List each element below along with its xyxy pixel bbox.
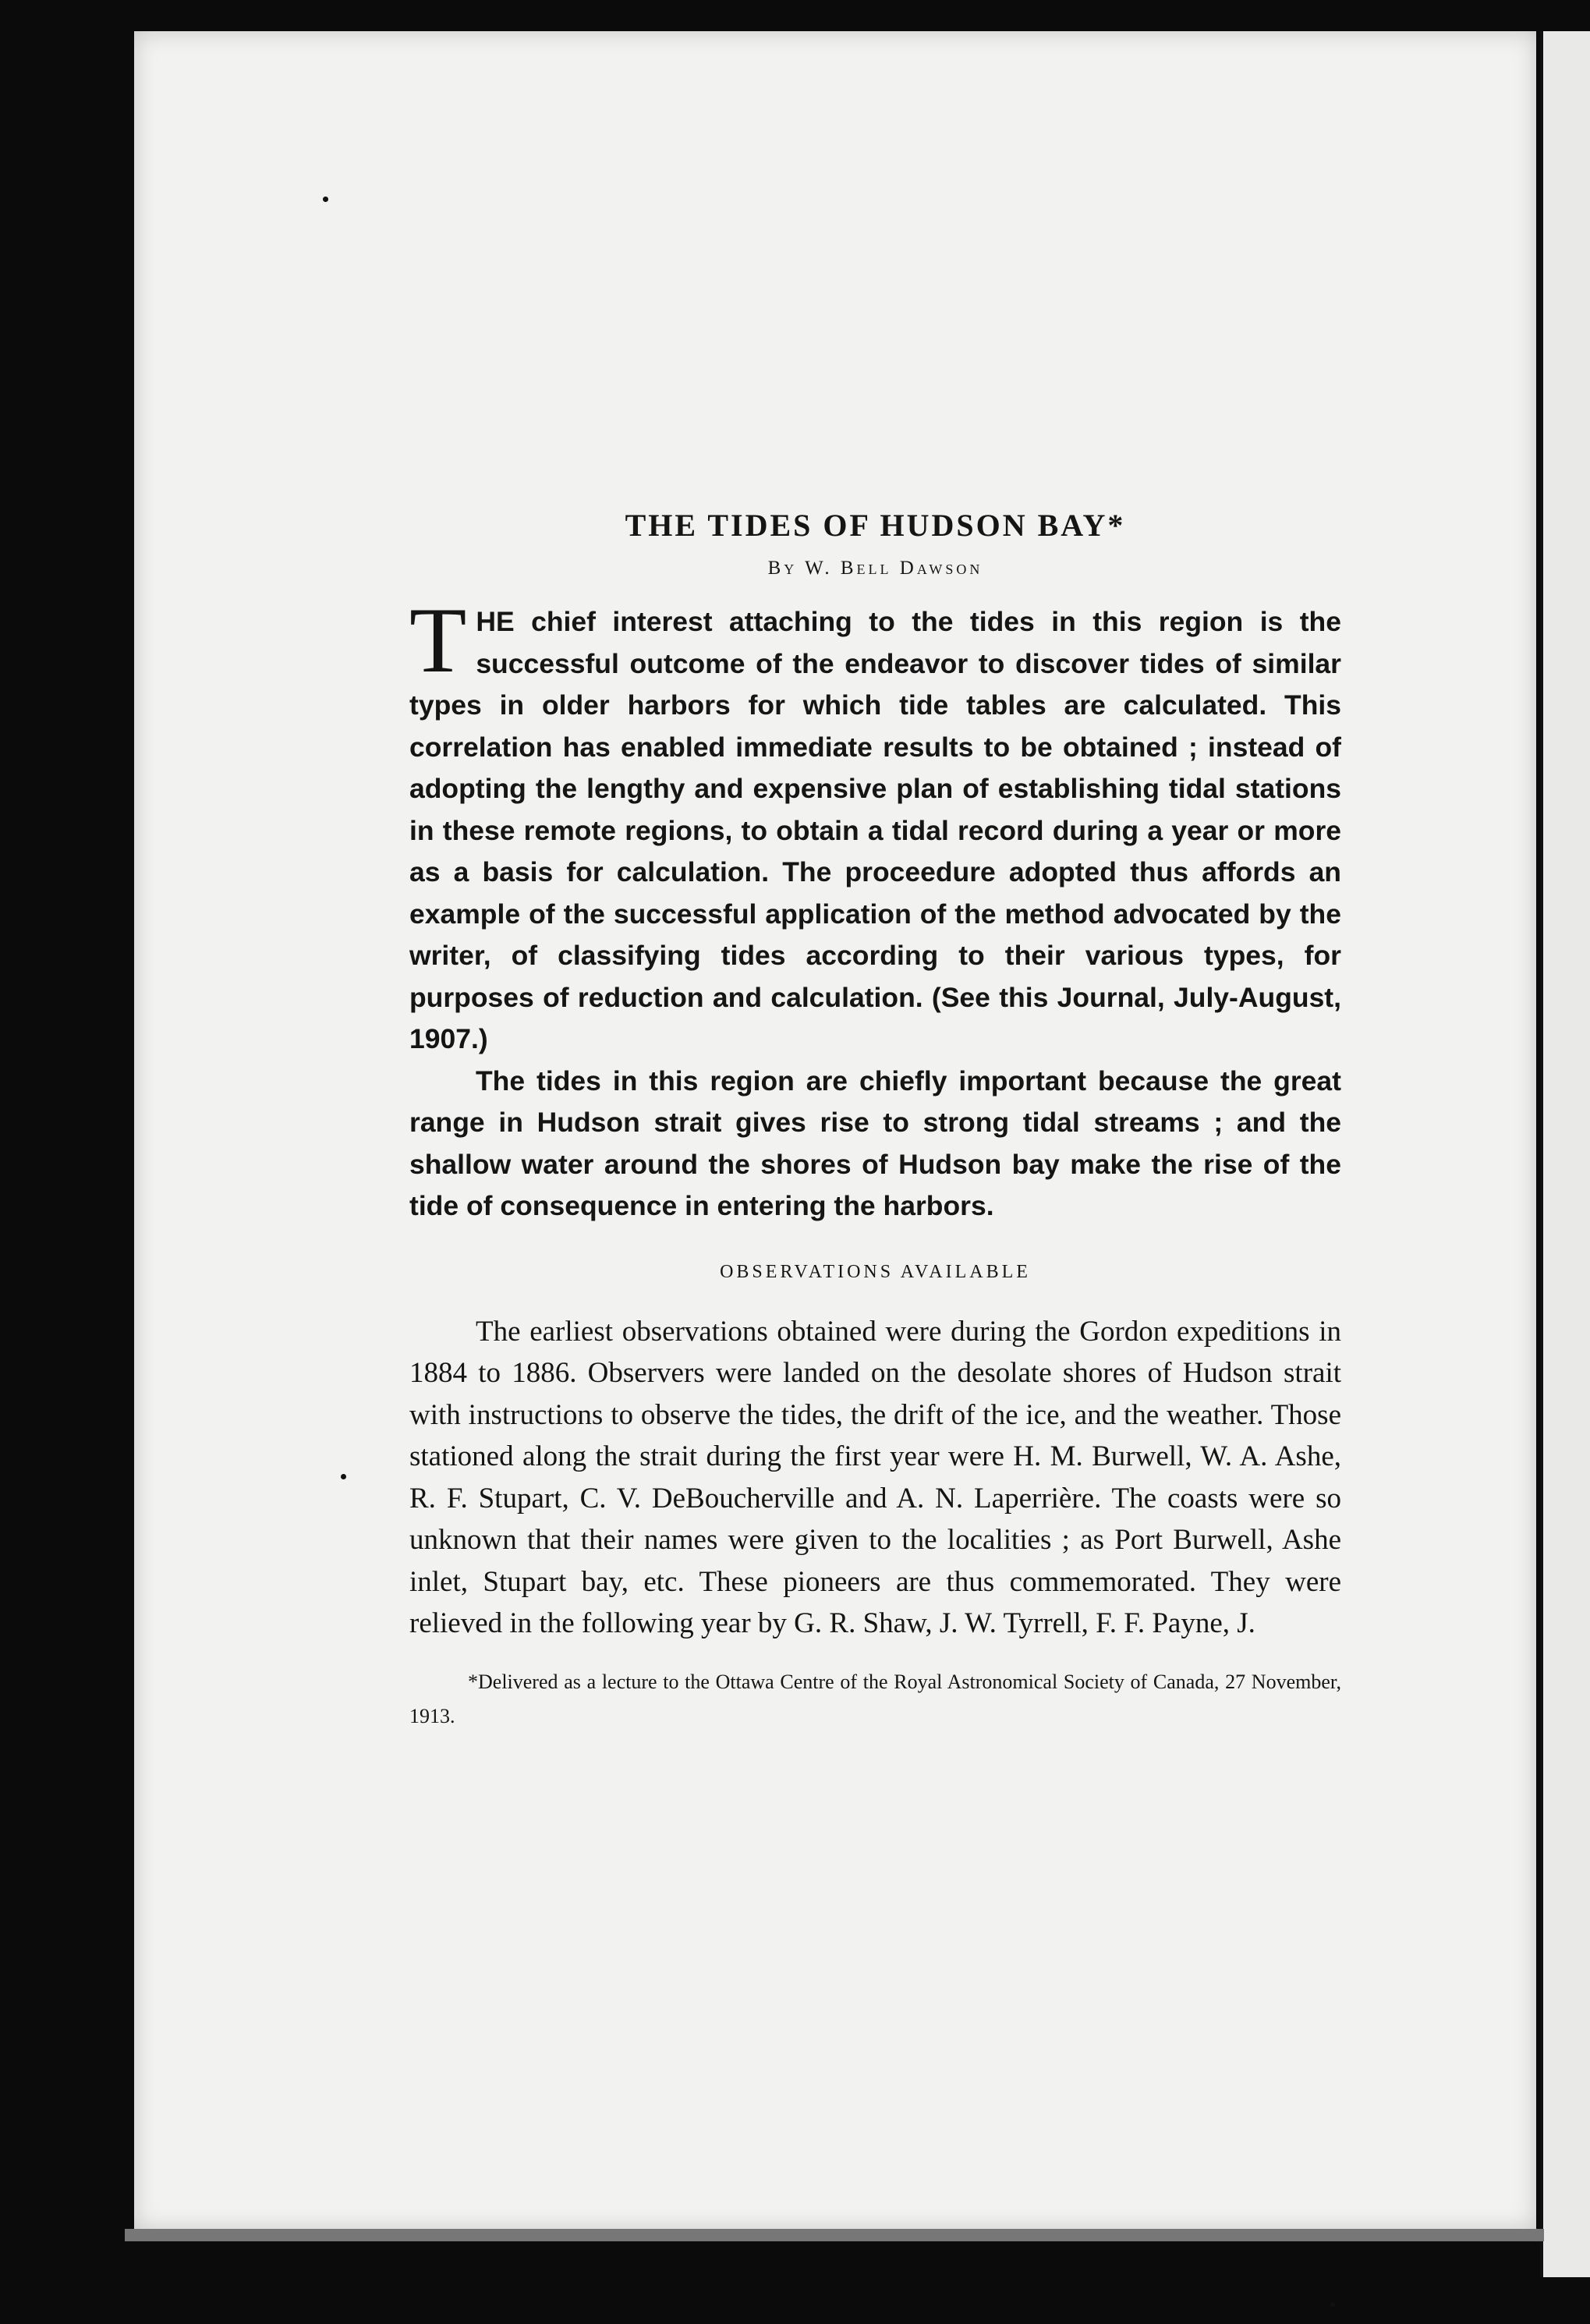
scan-speck <box>323 197 328 202</box>
section-heading: OBSERVATIONS AVAILABLE <box>720 1261 1031 1282</box>
page-bottom-edge <box>125 2229 1544 2241</box>
article-byline: By W. Bell Dawson <box>767 558 983 579</box>
article <box>409 507 1341 1734</box>
scan-speck <box>1330 2302 1335 2307</box>
footnote: *Delivered as a lecture to the Ottawa Centre of the Royal Astronomical Society of Canada, 27 November, 1913. <box>409 1670 1341 1727</box>
scan-speck <box>341 1474 346 1479</box>
facing-page-edge <box>1540 31 1590 2277</box>
article-title: THE TIDES OF HUDSON BAY* <box>625 508 1126 543</box>
intro-paragraph <box>409 588 1341 1061</box>
intro-text: HE chief interest attaching to the tides in this region is the successful outcome of the endeavor to discover tides of similar types in older harbors for which tide tables are calculated. This correlation has enabled immediate results to be obtained ; instead of adopting the lengthy and expensive plan of establishing tidal stations in these remote regions, to obtain a tidal record during a year or more as a basis for calculation. The proceedure adopted thus affords an example of the successful application of the method advocated by the writer, of classifying tides according to their various types, for purposes of reduction and calculation. (See this Journal, July-August, 1907.) <box>409 606 1341 1054</box>
body-paragraph-2: The tides in this region are chiefly important because the great range in Hudson strait gives rise to strong tidal streams ; and the shallow water around the shores of Hudson bay make the rise of the tide of consequence in entering the harbors. <box>409 1065 1341 1221</box>
drop-cap: T <box>409 588 467 692</box>
body-paragraph-3: The earliest observations obtained were during the Gordon expeditions in 1884 to 1886. Observers were landed on the desolate shores of Hudson strait with instructions to observe the tides, the drift of the ice, and the weather. Those stationed along the strait during the first year were H. M. Burwell, W. A. Ashe, R. F. Stupart, C. V. DeBoucherville and A. N. Laperrière. The coasts were so unknown that their names were given to the localities ; as Port Burwell, Ashe inlet, Stupart bay, etc. These pioneers are thus commemorated. They were relieved in the following year by G. R. Shaw, J. W. Tyrrell, F. F. Payne, J. <box>409 1315 1341 1639</box>
